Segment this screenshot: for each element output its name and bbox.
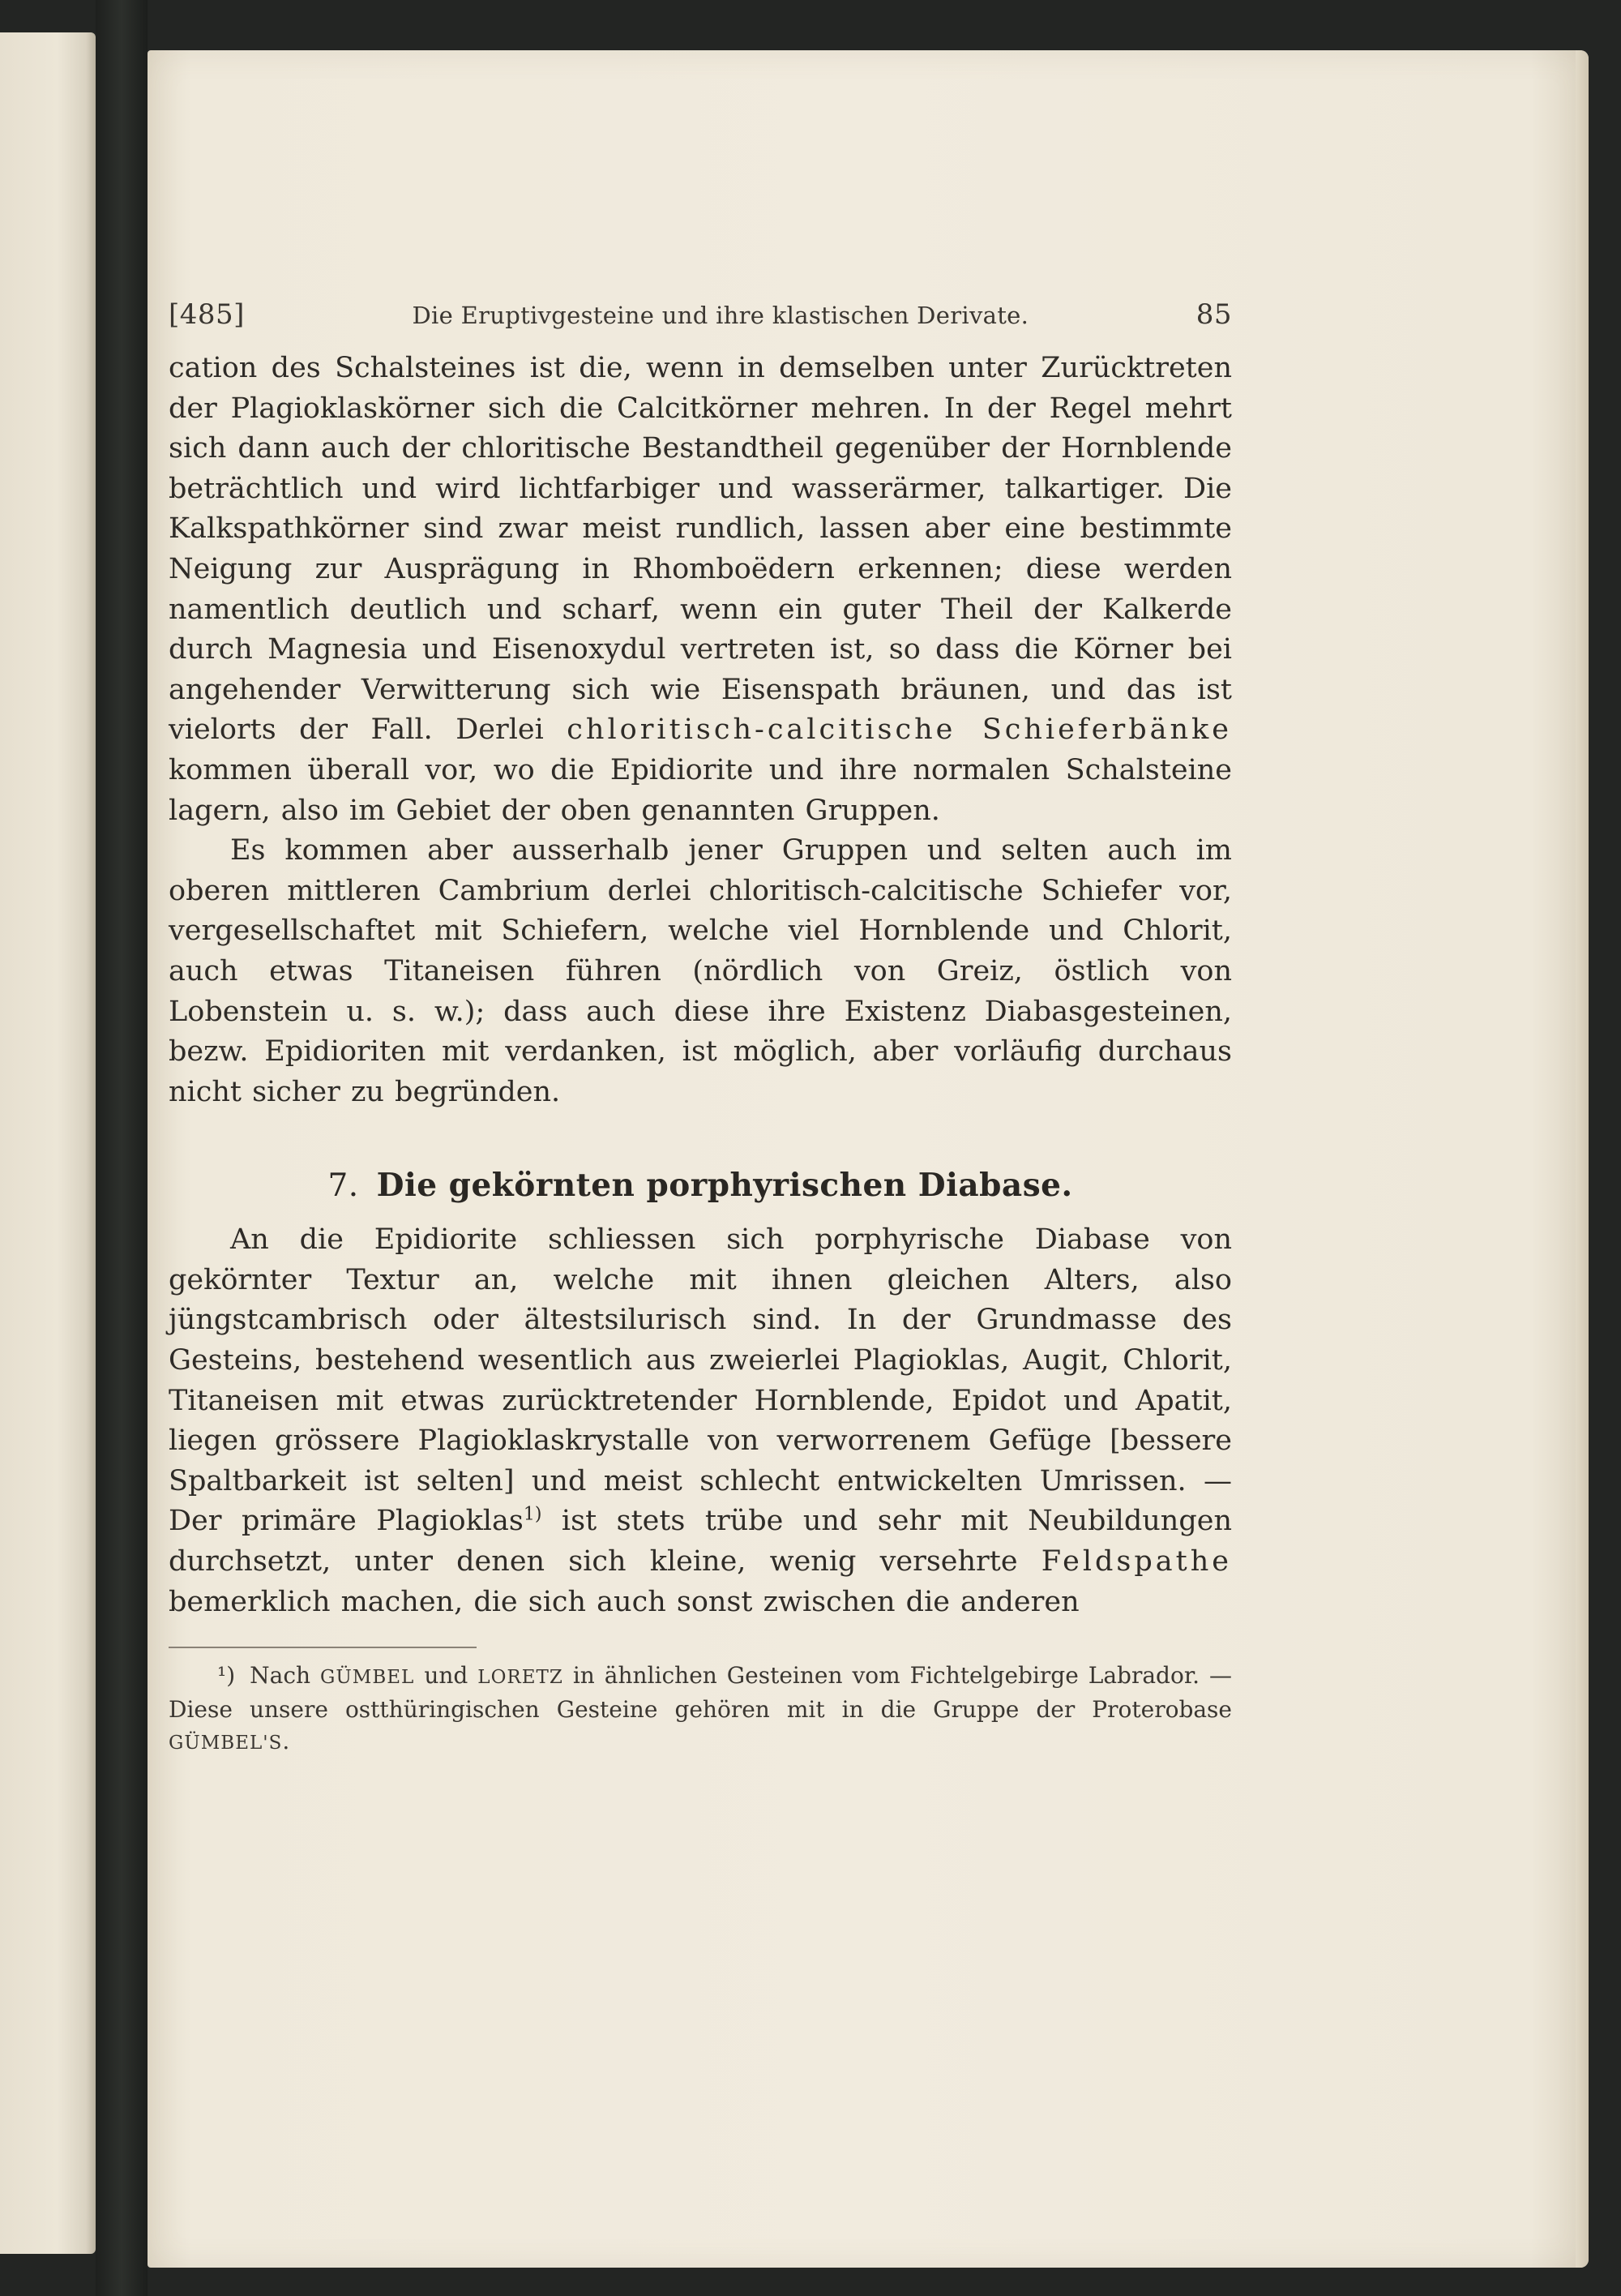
footnote-rule: [169, 1647, 477, 1648]
author-name: GÜMBEL'S: [169, 1733, 283, 1754]
paragraph-2: Es kommen aber ausserhalb jener Gruppen und selten auch im oberen mittleren Cambrium derlei chloritisch-calcitische Schiefer vor, vergesellschaftet mit Schiefern, welche viel Hornblende und Chlorit, auch etwas Titaneisen führen (nördlich von Greiz, östlich von Lobenstein u. s. w.); dass auch diese ihre Existenz Diabasgesteinen, bezw. Epidioriten mit verdanken, ist möglich, aber vorläufig durchaus nicht sicher zu begründen.: [169, 834, 1232, 1108]
paragraph-3-text-c: bemerklich machen, die sich auch sonst zwischen die anderen: [169, 1585, 1080, 1618]
left-page-edge: [0, 32, 96, 2254]
section-title: Die gekörnten porphyrischen Diabase.: [376, 1167, 1073, 1205]
page-edge-shadow: [1576, 50, 1589, 2268]
page-number: 85: [1195, 298, 1232, 331]
paragraph-1: [169, 349, 1232, 831]
footnote-reference: 1): [523, 1504, 542, 1525]
paragraph-1-text-b: kommen überall vor, wo die Epidiorite und ihre normalen Schalsteine lagern, also im Gebiet der oben genannten Gruppen.: [169, 753, 1232, 827]
paragraph-3-text-a: An die Epidiorite schliessen sich porphyrische Diabase von gekörnter Textur an, welche mit ihnen gleichen Alters, also jüngstcambrisch oder ältestsilurisch sind. In der Grundmasse des Gesteins, bestehend wesentlich aus zweierlei Plagioklas, Augit, Chlorit, Titaneisen mit etwas zurücktretender Hornblende, Epidot und Apatit, liegen grössere Plagioklaskrystalle von verworrenem Gefüge [bessere Spaltbarkeit ist selten] und meist schlecht entwickelten Umrissen. — Der primäre Plagioklas: [169, 1223, 1232, 1538]
footnote-text-c: in ähnlichen Gesteinen vom Fichtelgebirge Labrador. — Diese unsere ostthüringischen Gesteine gehören mit in die Gruppe der Proterobase: [169, 1662, 1233, 1724]
spaced-word: Feldspathe: [1041, 1545, 1232, 1578]
original-page-number: [485]: [169, 298, 245, 331]
paragraph-3-text-b: ist stets trübe und sehr mit Neubildungen durchsetzt, unter denen sich kleine, wenig versehrte: [169, 1505, 1232, 1578]
book-gutter: [96, 0, 148, 2296]
footnote-mark: ¹): [217, 1662, 236, 1690]
paragraph-1-text-a: cation des Schalsteines ist die, wenn in demselben unter Zurücktreten der Plagioklaskörner sich die Calcitkörner mehren. In der Regel mehrt sich dann auch der chloritische Bestandtheil gegenüber der Hornblende beträchtlich und wird lichtfarbiger und wasserärmer, talkartiger. Die Kalkspathkörner sind zwar meist rundlich, lassen aber eine bestimmte Neigung zur Ausprägung in Rhomboëdern erkennen; diese werden namentlich deutlich und scharf, wenn ein guter Theil der Kalkerde durch Magnesia und Eisenoxydul vertreten ist, so dass die Körner bei angehender Verwitterung sich wie Eisenspath bräunen, und das ist vielorts der Fall. Derlei: [169, 352, 1232, 747]
section-number: 7.: [327, 1167, 359, 1205]
footnote-text-b: und: [424, 1662, 468, 1690]
paragraph-3: [169, 1220, 1232, 1622]
author-name: LORETZ: [477, 1667, 563, 1689]
page-text: [169, 298, 1232, 1759]
footnote-text-d: .: [282, 1728, 290, 1755]
spaced-term: chloritisch-calcitische Schieferbänke: [567, 713, 1232, 747]
footnote-text-a: Nach: [250, 1662, 311, 1690]
author-name: GÜMBEL: [320, 1667, 415, 1689]
running-title: Die Eruptivgesteine und ihre klastischen Derivate.: [412, 302, 1029, 329]
running-header: [169, 298, 1232, 331]
section-heading: [169, 1167, 1232, 1204]
footnote: [169, 1660, 1232, 1759]
